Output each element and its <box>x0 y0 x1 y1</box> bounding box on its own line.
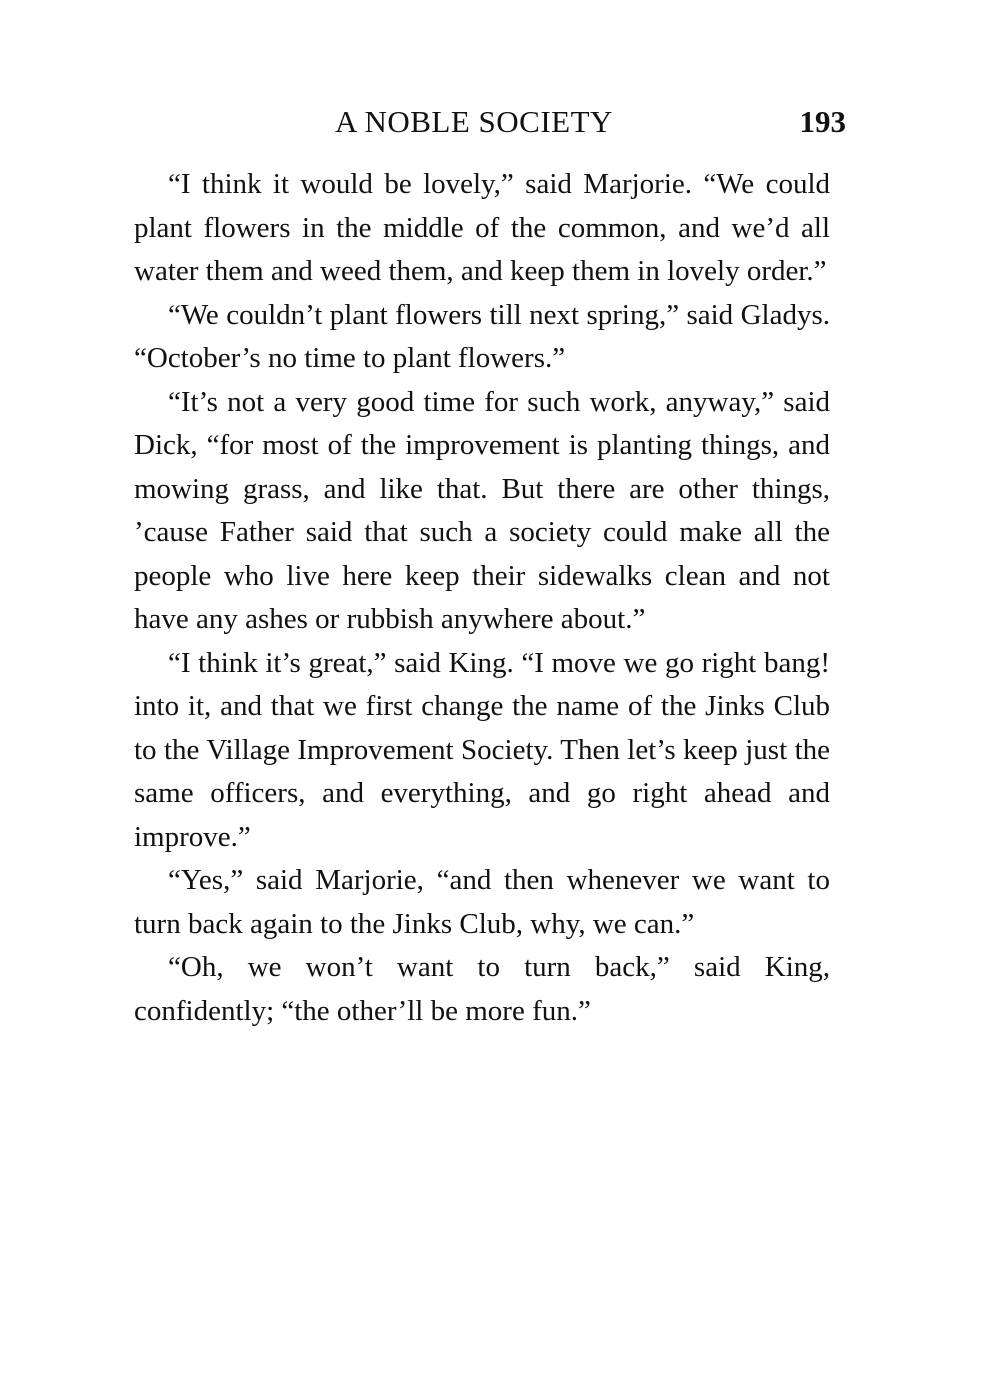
running-header <box>134 104 846 144</box>
paragraph: “Yes,” said Marjorie, “and then whenever we want to turn back again to the Jinks Club, why, we can.” <box>134 864 830 940</box>
paragraph: “It’s not a very good time for such work, anyway,” said Dick, “for most of the improvement is planting things, and mowing grass, and like that. But there are other things, ’cause Father said that such a society could make all the people who live here keep their sidewalks clean and not have any ashes or rubbish anywhere about.” <box>134 385 830 635</box>
paragraph: “We couldn’t plant flowers till next spring,” said Gladys. “October’s no time to plant flowers.” <box>134 298 830 374</box>
paragraph: “I think it would be lovely,” said Marjorie. “We could plant flowers in the middle of the common, and we’d all water them and weed them, and keep them in lovely order.” <box>134 168 830 287</box>
paragraph: “I think it’s great,” said King. “I move we go right bang! into it, and that we first change the name of the Jinks Club to the Village Improvement Society. Then let’s keep just the same officers, and everything, and go right ahead and improve.” <box>134 646 830 853</box>
body-text <box>134 163 830 1033</box>
running-title: A NOBLE SOCIETY <box>335 104 613 139</box>
page-number: 193 <box>799 104 846 139</box>
paragraph: “Oh, we won’t want to turn back,” said King, confidently; “the other’ll be more fun.” <box>134 951 830 1027</box>
